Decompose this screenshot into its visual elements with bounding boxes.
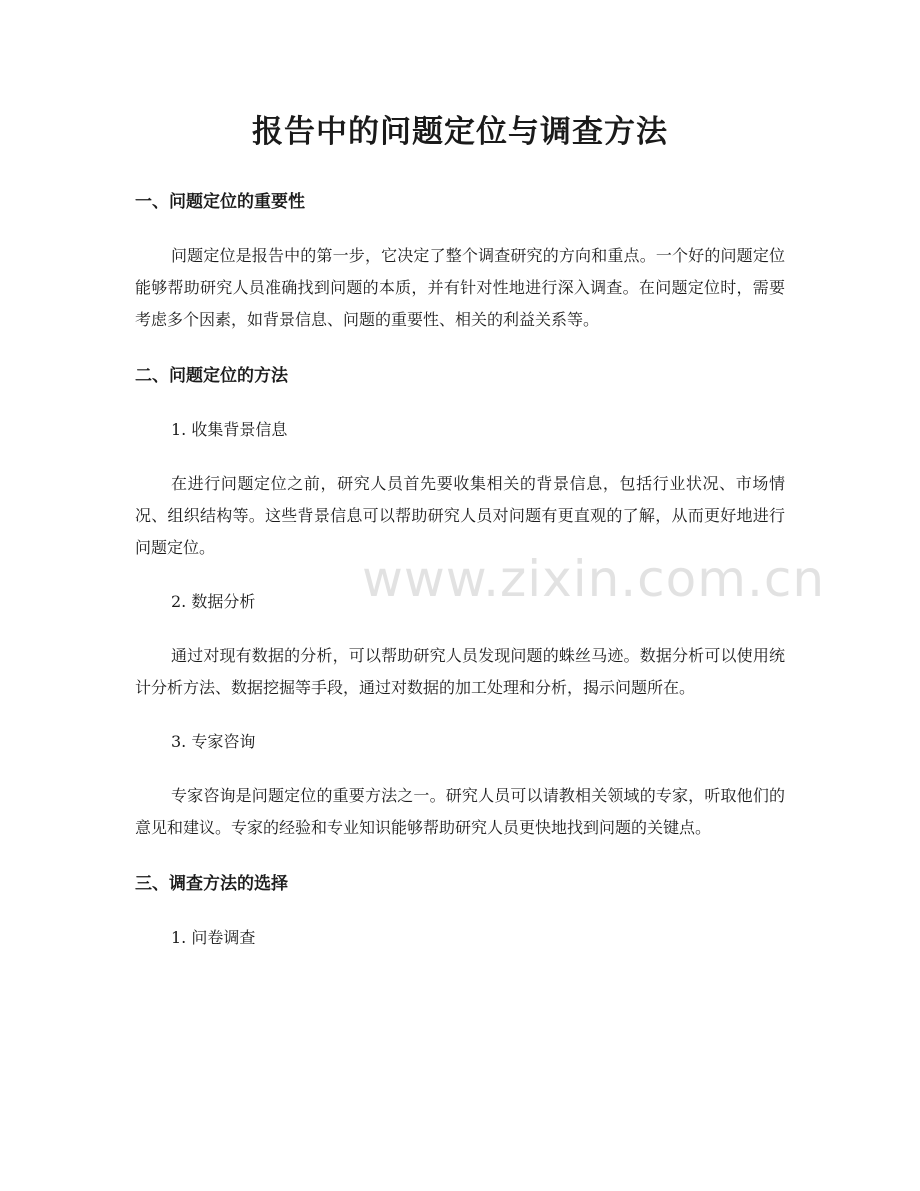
section-heading-3: 三、调查方法的选择 (135, 874, 288, 894)
document-title: 报告中的问题定位与调查方法 (252, 114, 668, 150)
section-heading-1: 一、问题定位的重要性 (135, 192, 305, 212)
section-1-paragraph: 问题定位是报告中的第一步，它决定了整个调查研究的方向和重点。一个好的问题定位能够帮助研究人员准确找到问题的本质，并有针对性地进行深入调查。在问题定位时，需要考虑多个因素，如背景信息、问题的重要性、相关的利益关系等。 (135, 246, 785, 329)
background-info-paragraph: 在进行问题定位之前，研究人员首先要收集相关的背景信息，包括行业状况、市场情况、组织结构等。这些背景信息可以帮助研究人员对问题有更直观的了解，从而更好地进行问题定位。 (135, 474, 785, 557)
subheading-expert-consultation: 3. 专家咨询 (171, 732, 256, 751)
document-body (135, 186, 785, 954)
subheading-background-info: 1. 收集背景信息 (171, 420, 288, 439)
watermark-text: www.zixin.com.cn (362, 550, 826, 608)
subheading-data-analysis: 2. 数据分析 (171, 592, 256, 611)
subheading-questionnaire: 1. 问卷调查 (171, 928, 256, 947)
data-analysis-paragraph: 通过对现有数据的分析，可以帮助研究人员发现问题的蛛丝马迹。数据分析可以使用统计分析方法、数据挖掘等手段，通过对数据的加工处理和分析，揭示问题所在。 (135, 646, 785, 697)
expert-consultation-paragraph: 专家咨询是问题定位的重要方法之一。研究人员可以请教相关领域的专家，听取他们的意见和建议。专家的经验和专业知识能够帮助研究人员更快地找到问题的关键点。 (135, 786, 785, 837)
section-heading-2: 二、问题定位的方法 (135, 366, 288, 386)
